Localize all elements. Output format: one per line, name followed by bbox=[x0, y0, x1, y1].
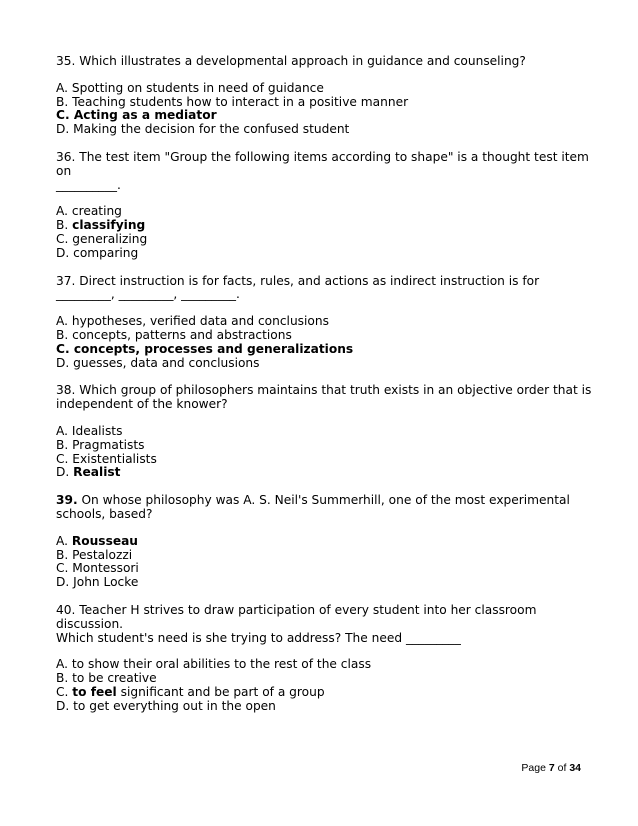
question-stem: 40. Teacher H strives to draw participation of every student into her classroom discussion. Which student's need is she trying to address? The need _________ bbox=[56, 602, 537, 645]
of-word: of bbox=[557, 762, 567, 774]
page-word: Page bbox=[521, 762, 546, 774]
question-number: 39. bbox=[56, 493, 78, 508]
question-40 bbox=[56, 604, 596, 714]
option-c: C. Existentialists bbox=[56, 451, 157, 466]
option-b: B. concepts, patterns and abstractions bbox=[56, 327, 292, 342]
question-stem: 38. Which group of philosophers maintains that truth exists in an objective order that is independent of the knower? bbox=[56, 383, 592, 412]
option-d: D. Making the decision for the confused student bbox=[56, 122, 350, 137]
option-a: A. to show their oral abilities to the rest of the class bbox=[56, 657, 372, 672]
option-d: D. comparing bbox=[56, 245, 139, 260]
option-d: D. guesses, data and conclusions bbox=[56, 355, 260, 370]
option-d: D. John Locke bbox=[56, 575, 139, 590]
option-a-answer: A. Rousseau bbox=[56, 533, 138, 548]
question-37 bbox=[56, 275, 596, 371]
option-a: A. Idealists bbox=[56, 423, 123, 438]
option-b: B. Pragmatists bbox=[56, 437, 145, 452]
option-a: A. Spotting on students in need of guidance bbox=[56, 80, 324, 95]
document-page bbox=[56, 55, 596, 727]
question-stem: 36. The test item "Group the following items according to shape" is a thought test item on __________. bbox=[56, 149, 589, 192]
option-a: A. creating bbox=[56, 204, 122, 219]
option-a: A. hypotheses, verified data and conclusions bbox=[56, 314, 329, 329]
page-number: 7 bbox=[548, 762, 555, 774]
question-38 bbox=[56, 384, 596, 480]
option-c-answer: C. concepts, processes and generalizations bbox=[56, 341, 354, 356]
option-b: B. Teaching students how to interact in a positive manner bbox=[56, 94, 409, 109]
option-d: D. to get everything out in the open bbox=[56, 698, 276, 713]
option-c: C. generalizing bbox=[56, 231, 148, 246]
question-39 bbox=[56, 494, 596, 590]
page-total: 34 bbox=[569, 762, 581, 774]
option-b: B. to be creative bbox=[56, 671, 157, 686]
question-stem: 37. Direct instruction is for facts, rules, and actions as indirect instruction is for _________, _________, _________. bbox=[56, 273, 540, 302]
question-35 bbox=[56, 55, 596, 137]
question-stem: 39. On whose philosophy was A. S. Neil's Summerhill, one of the most experimental schools, based? bbox=[56, 493, 570, 521]
option-b: B. Pestalozzi bbox=[56, 547, 133, 562]
option-c-answer: C. to feel significant and be part of a group bbox=[56, 684, 325, 699]
question-36 bbox=[56, 151, 596, 261]
option-c-answer: C. Acting as a mediator bbox=[56, 108, 217, 123]
page-footer bbox=[521, 762, 581, 774]
option-c: C. Montessori bbox=[56, 561, 139, 576]
option-d-answer: D. Realist bbox=[56, 465, 121, 480]
option-b-answer: B. classifying bbox=[56, 218, 146, 233]
question-stem: 35. Which illustrates a developmental approach in guidance and counseling? bbox=[56, 54, 526, 68]
